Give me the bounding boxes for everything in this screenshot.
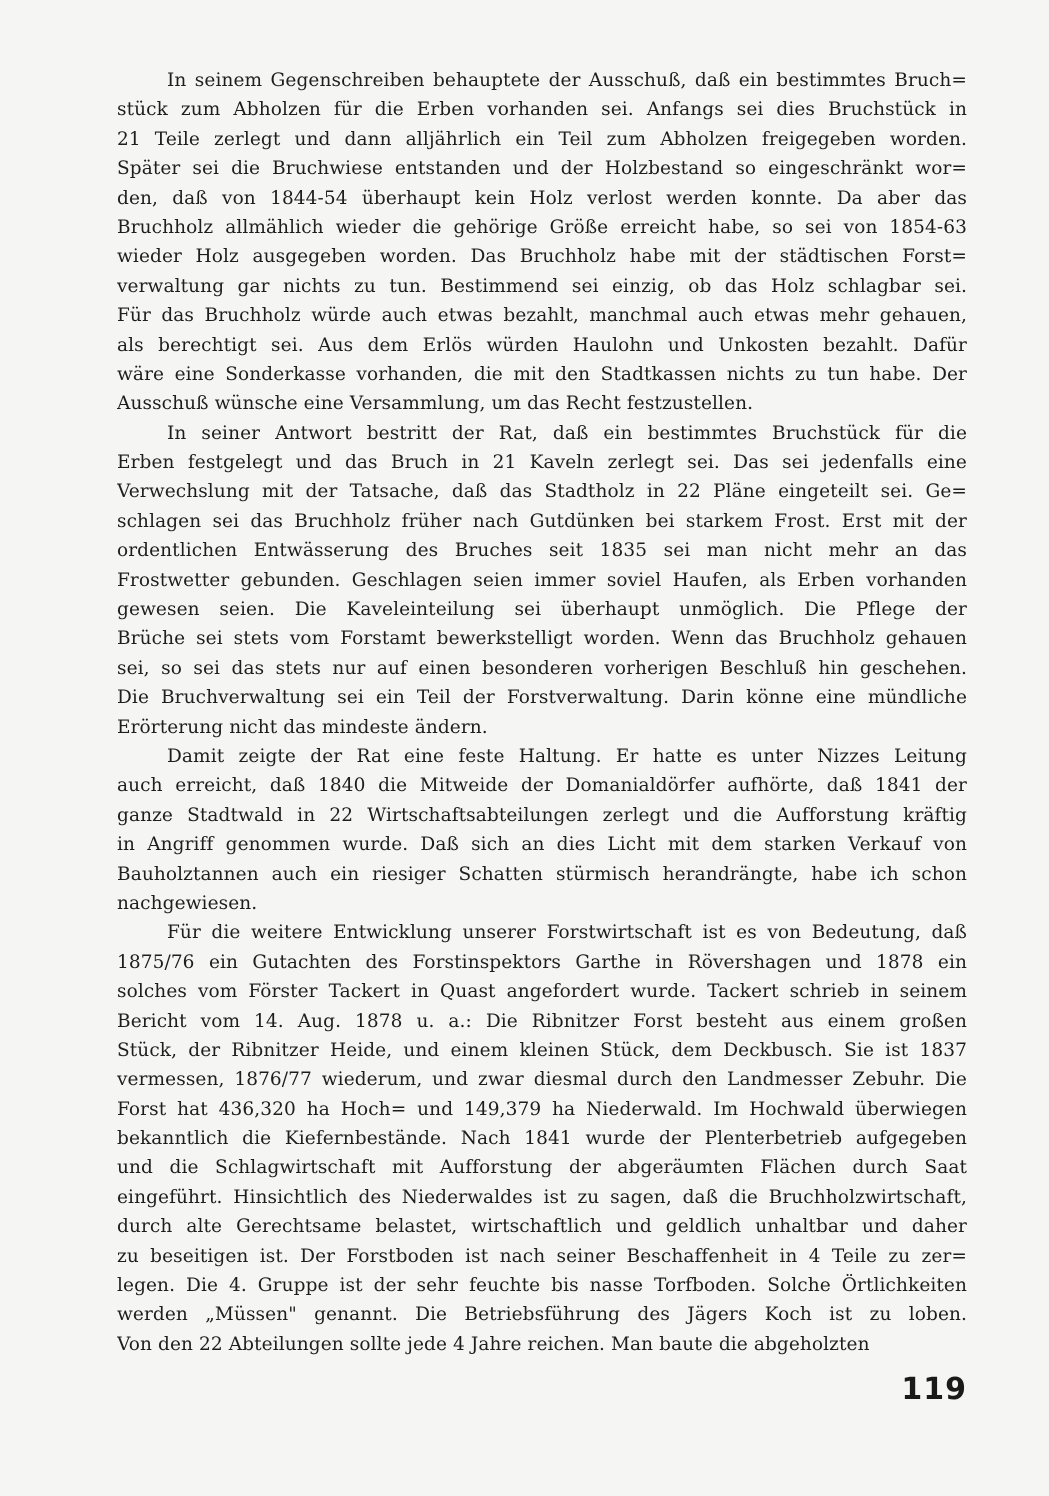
text-line: Von den 22 Abteilungen sollte jede 4 Jahre reichen. Man baute die abgeholzten — [117, 1333, 870, 1355]
text-line: stück zum Abholzen für die Erben vorhanden sei. Anfangs sei dies Bruchstück in — [117, 99, 967, 121]
text-line: nachgewiesen. — [117, 892, 258, 914]
paragraph — [117, 918, 967, 1359]
text-line: durch alte Gerechtsame belastet, wirtschaftlich und geldlich unhaltbar und daher — [117, 1216, 967, 1238]
paragraph — [117, 742, 967, 918]
text-line: Erörterung nicht das mindeste ändern. — [117, 716, 488, 738]
text-line: Stück, der Ribnitzer Heide, und einem kleinen Stück, dem Deckbusch. Sie ist 1837 — [117, 1039, 967, 1061]
text-line: Für das Bruchholz würde auch etwas bezahlt, manchmal auch etwas mehr gehauen, — [117, 305, 967, 327]
text-line: Später sei die Bruchwiese entstanden und der Holzbestand so eingeschränkt wor= — [117, 158, 967, 180]
text-line: Erben festgelegt und das Bruch in 21 Kaveln zerlegt sei. Das sei jedenfalls eine — [117, 452, 967, 474]
text-line: Forst hat 436,320 ha Hoch= und 149,379 ha Niederwald. Im Hochwald überwiegen — [117, 1098, 967, 1120]
text-line: 1875/76 ein Gutachten des Forstinspektors Garthe in Rövershagen und 1878 ein — [117, 951, 967, 973]
text-line: Verwechslung mit der Tatsache, daß das Stadtholz in 22 Pläne eingeteilt sei. Ge= — [117, 481, 967, 503]
text-line: sei, so sei das stets nur auf einen besonderen vorherigen Beschluß hin geschehen. — [117, 657, 967, 679]
text-line: und die Schlagwirtschaft mit Aufforstung der abgeräumten Flächen durch Saat — [117, 1157, 967, 1179]
text-line: schlagen sei das Bruchholz früher nach Gutdünken bei starkem Frost. Erst mit der — [117, 510, 967, 532]
text-line: solches vom Förster Tackert in Quast angefordert wurde. Tackert schrieb in seinem — [117, 981, 967, 1003]
text-line: Ausschuß wünsche eine Versammlung, um das Recht festzustellen. — [117, 393, 754, 415]
text-line: Bauholztannen auch ein riesiger Schatten stürmisch herandrängte, habe ich schon — [117, 863, 967, 885]
text-line: werden „Müssen" genannt. Die Betriebsführung des Jägers Koch ist zu loben. — [117, 1304, 967, 1326]
text-line: In seinem Gegenschreiben behauptete der Ausschuß, daß ein bestimmtes Bruch= — [167, 70, 967, 91]
text-line: Bruchholz allmählich wieder die gehörige Größe erreicht habe, so sei von 1854-63 — [117, 216, 967, 238]
text-line: auch erreicht, daß 1840 die Mitweide der Domanialdörfer aufhörte, daß 1841 der — [117, 775, 967, 797]
text-line: wieder Holz ausgegeben worden. Das Bruchholz habe mit der städtischen Forst= — [117, 246, 967, 268]
paragraph — [117, 66, 967, 419]
body-text — [117, 66, 967, 1359]
text-line: Die Bruchverwaltung sei ein Teil der Forstverwaltung. Darin könne eine mündliche — [117, 687, 967, 709]
text-line: den, daß von 1844-54 überhaupt kein Holz verlost werden konnte. Da aber das — [117, 187, 967, 209]
text-line: in Angriff genommen wurde. Daß sich an dies Licht mit dem starken Verkauf von — [117, 834, 967, 856]
text-line: 21 Teile zerlegt und dann alljährlich ein Teil zum Abholzen freigegeben worden. — [117, 128, 967, 150]
text-line: legen. Die 4. Gruppe ist der sehr feuchte bis nasse Torfboden. Solche Örtlichkeiten — [117, 1275, 967, 1297]
text-line: ordentlichen Entwässerung des Bruches seit 1835 sei man nicht mehr an das — [117, 540, 967, 562]
text-line: Für die weitere Entwicklung unserer Forstwirtschaft ist es von Bedeutung, daß — [167, 922, 967, 944]
text-line: gewesen seien. Die Kaveleinteilung sei überhaupt unmöglich. Die Pflege der — [117, 599, 967, 621]
text-line: zu beseitigen ist. Der Forstboden ist nach seiner Beschaffenheit in 4 Teile zu zer= — [117, 1245, 967, 1267]
text-line: verwaltung gar nichts zu tun. Bestimmend sei einzig, ob das Holz schlagbar sei. — [117, 275, 967, 297]
text-line: Frostwetter gebunden. Geschlagen seien immer soviel Haufen, als Erben vorhanden — [117, 569, 967, 591]
paragraph — [117, 419, 967, 742]
text-line: Damit zeigte der Rat eine feste Haltung. Er hatte es unter Nizzes Leitung — [167, 745, 967, 767]
text-line: bekanntlich die Kiefernbestände. Nach 1841 wurde der Plenterbetrieb aufgegeben — [117, 1128, 967, 1150]
text-line: In seiner Antwort bestritt der Rat, daß ein bestimmtes Bruchstück für die — [167, 422, 967, 444]
text-line: eingeführt. Hinsichtlich des Niederwaldes ist zu sagen, daß die Bruchholzwirtschaft, — [117, 1186, 967, 1208]
text-line: ganze Stadtwald in 22 Wirtschaftsabteilungen zerlegt und die Aufforstung kräftig — [117, 804, 967, 826]
text-line: Bericht vom 14. Aug. 1878 u. a.: Die Ribnitzer Forst besteht aus einem großen — [117, 1010, 967, 1032]
page-number: 119 — [901, 1372, 967, 1407]
text-line: vermessen, 1876/77 wiederum, und zwar diesmal durch den Landmesser Zebuhr. Die — [117, 1069, 967, 1091]
text-line: wäre eine Sonderkasse vorhanden, die mit den Stadtkassen nichts zu tun habe. Der — [117, 363, 967, 385]
text-line: als berechtigt sei. Aus dem Erlös würden Haulohn und Unkosten bezahlt. Dafür — [117, 334, 967, 356]
text-line: Brüche sei stets vom Forstamt bewerkstelligt worden. Wenn das Bruchholz gehauen — [117, 628, 967, 650]
